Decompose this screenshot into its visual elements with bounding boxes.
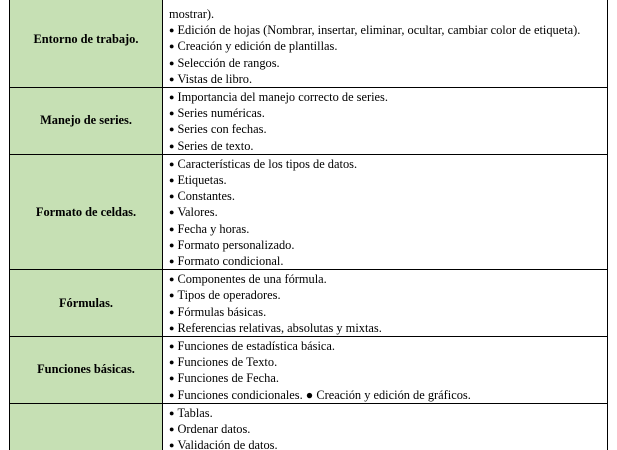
bullet-icon: ● — [169, 57, 175, 68]
list-item — [169, 172, 603, 188]
table-row — [10, 270, 608, 337]
bullet-icon: ● — [169, 306, 175, 317]
list-item-text: Edición de hojas (Nombrar, insertar, eliminar, ocultar, cambiar color de etiqueta). — [177, 23, 581, 38]
list-item — [169, 437, 603, 450]
bullet-icon: ● — [169, 389, 175, 400]
table-row — [10, 154, 608, 269]
topic-cell — [10, 403, 163, 450]
list-item — [169, 304, 603, 320]
bullet-icon: ● — [169, 341, 175, 352]
bullet-icon: ● — [169, 41, 175, 52]
list-item-text: Funciones de Texto. — [177, 355, 278, 370]
list-item — [169, 405, 603, 421]
bullet-icon: ● — [169, 407, 175, 418]
list-item-text: Valores. — [177, 205, 218, 220]
topic-cell: Entorno de trabajo. — [10, 0, 163, 88]
list-item — [169, 6, 603, 22]
topic-cell: Funciones básicas. — [10, 337, 163, 404]
list-item — [169, 38, 603, 54]
bullet-icon: ● — [169, 92, 175, 102]
list-item — [169, 71, 603, 87]
list-item-text: Fecha y horas. — [177, 221, 250, 236]
topic-cell: Manejo de series. — [10, 88, 163, 155]
list-item — [169, 287, 603, 303]
list-item — [169, 370, 603, 386]
bullet-icon: ● — [169, 440, 175, 450]
course-content-table — [9, 0, 608, 450]
items-cell — [163, 270, 608, 337]
list-item — [169, 421, 603, 437]
bullet-icon: ● — [169, 25, 175, 36]
list-item — [169, 22, 603, 38]
table-row — [10, 0, 608, 88]
list-item-text: Creación y edición de plantillas. — [177, 39, 338, 54]
list-item — [169, 55, 603, 71]
bullet-icon: ● — [169, 140, 175, 151]
bullet-icon: ● — [169, 73, 175, 84]
list-item-text: Fórmulas básicas. — [177, 304, 267, 319]
bullet-icon: ● — [169, 124, 175, 135]
list-item-text: Componentes de una fórmula. — [177, 272, 327, 287]
bullet-icon: ● — [169, 322, 175, 333]
list-item-text: Formato personalizado. — [177, 237, 295, 252]
list-item — [169, 105, 603, 121]
list-item — [169, 237, 603, 253]
bullet-icon: ● — [169, 373, 175, 384]
list-item — [169, 204, 603, 220]
items-cell — [163, 337, 608, 404]
table-row — [10, 403, 608, 450]
list-item-text: Tipos de operadores. — [177, 288, 281, 303]
list-item-text: Series numéricas. — [177, 106, 265, 121]
list-item-text: Funciones de estadística básica. — [177, 339, 336, 354]
list-item-text: Ordenar datos. — [177, 422, 251, 437]
table-row — [10, 337, 608, 404]
list-item-text: Referencias relativas, absolutas y mixtas. — [177, 320, 382, 335]
bullet-icon: ● — [169, 223, 175, 234]
bullet-icon: ● — [169, 191, 175, 202]
bullet-icon: ● — [169, 424, 175, 435]
list-item-text: mostrar). — [169, 6, 215, 21]
bullet-icon: ● — [169, 256, 175, 267]
list-item-text: Tablas. — [177, 405, 213, 420]
list-item — [169, 221, 603, 237]
bullet-icon: ● — [169, 108, 175, 119]
bullet-icon: ● — [169, 357, 175, 368]
bullet-icon: ● — [169, 239, 175, 250]
list-item-text: Series de texto. — [177, 138, 254, 153]
list-item — [169, 354, 603, 370]
list-item — [169, 138, 603, 154]
list-item-text: Funciones de Fecha. — [177, 371, 279, 386]
bullet-icon: ● — [169, 290, 175, 301]
list-item-text: Series con fechas. — [177, 122, 267, 137]
list-item — [169, 338, 603, 354]
list-item-text: Etiquetas. — [177, 173, 227, 188]
list-item-text: Importancia del manejo correcto de series. — [177, 90, 388, 104]
list-item — [169, 320, 603, 336]
topic-cell: Formato de celdas. — [10, 154, 163, 269]
table-row — [10, 88, 608, 155]
list-item — [169, 253, 603, 269]
list-item-text: Formato condicional. — [177, 254, 284, 269]
items-cell — [163, 0, 608, 88]
list-item-text: Constantes. — [177, 189, 235, 204]
bullet-icon: ● — [169, 158, 175, 169]
list-item-text: Selección de rangos. — [177, 55, 280, 70]
bullet-icon: ● — [169, 274, 175, 285]
items-cell — [163, 403, 608, 450]
list-item-text: Validación de datos. — [177, 438, 278, 450]
list-item-text: Características de los tipos de datos. — [177, 156, 358, 171]
list-item — [169, 271, 603, 287]
bullet-icon: ● — [169, 207, 175, 218]
list-item — [169, 387, 603, 403]
list-item-text: Funciones condicionales. ● Creación y edición de gráficos. — [177, 387, 471, 402]
items-cell — [163, 154, 608, 269]
list-item — [169, 121, 603, 137]
list-item — [169, 89, 603, 105]
topic-cell: Fórmulas. — [10, 270, 163, 337]
bullet-icon: ● — [169, 175, 175, 186]
list-item — [169, 156, 603, 172]
list-item — [169, 188, 603, 204]
list-item-text: Vistas de libro. — [177, 71, 253, 86]
items-cell — [163, 88, 608, 155]
